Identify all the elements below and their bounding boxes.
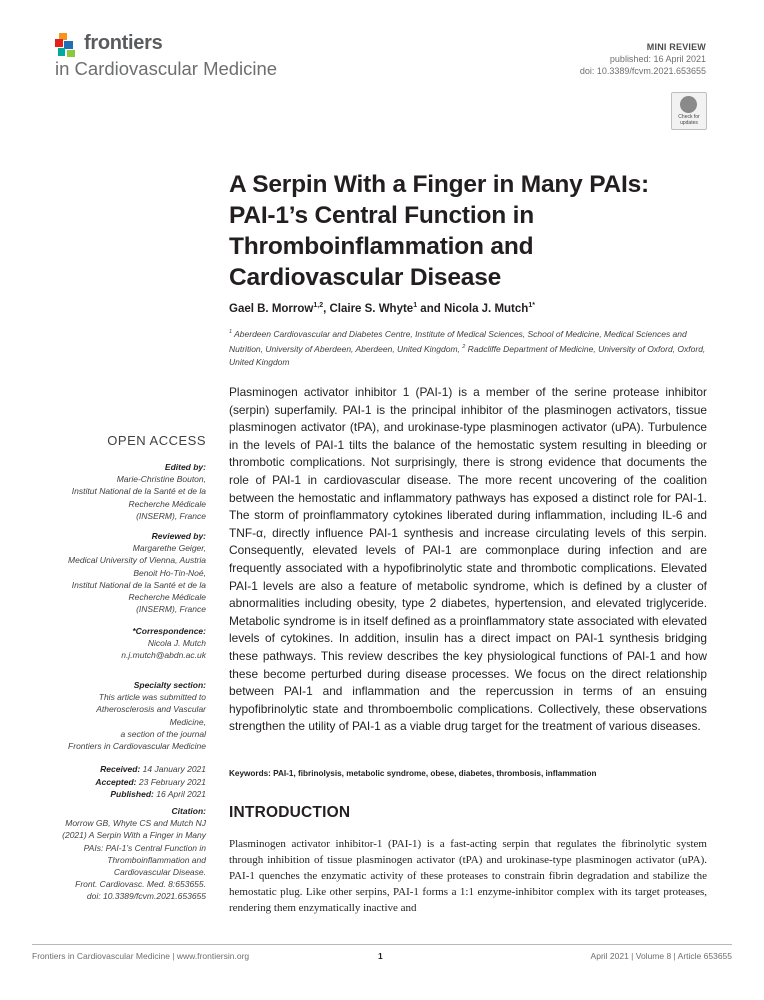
citation-line: PAIs: PAI-1’s Central Function in <box>83 842 206 853</box>
correspondent-email[interactable]: n.j.mutch@abdn.ac.uk <box>121 650 206 661</box>
reviewer-line: Recherche Médicale <box>128 592 206 603</box>
open-access-label: OPEN ACCESS <box>107 433 206 448</box>
author-name[interactable]: Claire S. Whyte <box>329 302 414 315</box>
reviewer-line: (INSERM), France <box>136 604 206 615</box>
abstract: Plasminogen activator inhibitor 1 (PAI-1) is a member of the serine protease inhibitor (serpin) superfamily. PAI-1 is the principal inhibitor of the plasminogen activators, tissue plasminogen activator (tPA), and urokinase-type plasminogen activator (uPA). Turbulence in the levels of PAI-1 tilts the balance of the hemostatic system resulting in bleeding or thrombotic complications. Not surprisingly, there is strong evidence that documents the role of PAI-1 in cardiovascular disease. The more recent uncovering of the coalition between the hemostatic and inflammatory pathways has exposed a distinct role for PAI-1. The storm of proinflammatory cytokines liberated during inflammation, including IL-6 and TNF-α, directly influence PAI-1 synthesis and increase circulating levels of this serpin. Consequently, elevated levels of PAI-1 are commonplace during infection and are frequently associated with a hypofibrinolytic state and thrombotic complications. Elevated PAI-1 levels are also a feature of metabolic syndrome, which is defined by a cluster of abnormalities including obesity, type 2 diabetes, hypertension, and elevated triglyceride. Metabolic syndrome is in itself defined as a proinflammatory state associated with elevated levels of cytokines. In addition, insulin has a direct impact on PAI-1 synthesis bridging these pathways. This review describes the key physiological functions of PAI-1 and how these become perturbed during disease processes. We focus on the direct relationship between PAI-1 and inflammation and the repercussion in terms of an ensuing hypofibrinolytic state and thromboembolic complications. Collectively, these observations strengthen the utility of PAI-1 as a viable drug target for the treatment of various diseases. <box>229 385 707 734</box>
specialty-line: Frontiers in Cardiovascular Medicine <box>68 741 206 752</box>
brand-name: frontiers <box>84 32 163 54</box>
author-sep: and <box>417 302 444 315</box>
edited-by-section <box>36 461 206 522</box>
title-line: PAI-1’s Central Function in <box>229 202 534 229</box>
citation-section <box>36 805 206 903</box>
author-affil-sup: 1,2 <box>313 302 324 309</box>
accepted-date <box>36 776 206 789</box>
specialty-line: Atherosclerosis and Vascular <box>96 704 206 715</box>
accepted-value: 23 February 2021 <box>138 776 206 787</box>
reviewed-by-section <box>36 530 206 615</box>
author-affil-sup: 1 <box>413 302 418 309</box>
editor-line: Institut National de la Santé et de la <box>71 486 206 497</box>
reviewer-line: Margarethe Geiger, <box>132 543 206 554</box>
affiliation-2: Radcliffe Department of Medicine, University of Oxford, Oxford, United Kingdom <box>229 343 706 367</box>
specialty-line: This article was submitted to <box>98 692 206 703</box>
correspondent-name: Nicola J. Mutch <box>147 638 206 649</box>
citation-line: Morrow GB, Whyte CS and Mutch NJ <box>65 818 206 829</box>
check-for-updates-button[interactable] <box>671 92 707 130</box>
check-for-updates-icon <box>680 96 697 113</box>
footer-volume-info: April 2021 | Volume 8 | Article 653655 <box>590 951 732 961</box>
correspondence-label: *Correspondence: <box>132 626 206 636</box>
introduction-heading: INTRODUCTION <box>229 804 351 821</box>
article-title <box>229 169 729 293</box>
title-line: Thromboinflammation and <box>229 233 534 260</box>
received-value: 14 January 2021 <box>142 764 206 774</box>
reviewer-line: Institut National de la Santé et de la <box>71 579 206 590</box>
citation-line: Thromboinflammation and <box>107 854 206 865</box>
author-name[interactable]: Gael B. Morrow <box>229 302 314 315</box>
citation-line: Front. Cardiovasc. Med. 8:653655. <box>75 879 206 890</box>
doi-link[interactable]: doi: 10.3389/fcvm.2021.653655 <box>579 66 706 76</box>
reviewer-line: Benoit Ho-Tin-Noé, <box>133 567 206 578</box>
footer-journal-link[interactable]: Frontiers in Cardiovascular Medicine | www.frontiersin.org <box>32 951 250 961</box>
specialty-line: a section of the journal <box>120 728 206 739</box>
editor-line: (INSERM), France <box>136 510 206 521</box>
affil-sup: 1 <box>229 329 233 335</box>
title-line: Cardiovascular Disease <box>229 264 502 291</box>
published-value: 16 April 2021 <box>156 789 206 799</box>
author-affil-sup: 1* <box>528 302 535 309</box>
editor-line: Recherche Médicale <box>128 498 206 509</box>
journal-name: in Cardiovascular Medicine <box>55 58 278 79</box>
affil-sup: 2 <box>462 343 466 350</box>
published-date-side <box>36 788 206 801</box>
citation-label: Citation: <box>171 806 206 816</box>
specialty-line: Medicine, <box>169 716 206 727</box>
specialty-label: Specialty section: <box>133 680 206 690</box>
correspondence-section <box>36 625 206 662</box>
author-sep: , <box>323 302 330 315</box>
keywords: Keywords: PAI-1, fibrinolysis, metabolic syndrome, obese, diabetes, thrombosis, inflammation <box>229 769 597 778</box>
citation-line: Cardiovascular Disease. <box>113 867 206 878</box>
article-type: MINI REVIEW <box>646 42 706 52</box>
received-label: Received: <box>100 764 141 774</box>
footer-divider <box>32 944 732 945</box>
page-number: 1 <box>378 951 383 961</box>
accepted-label: Accepted: <box>95 776 137 787</box>
introduction-text: Plasminogen activator inhibitor-1 (PAI-1) is a fast-acting serpin that regulates the fibrinolytic system through inhibition of tissue plasminogen activator (tPA) and urokinase-type plasminogen activator (uPA). PAI-1 quenches the enzymatic activity of these proteases to constrain fibrin degradation and stabilize the hemostatic plug. Like other serpins, PAI-1 forms a 1:1 enzyme-inhibitor complex with its target proteases, rendering them enzymatically inactive and <box>229 838 707 914</box>
affiliation-1: Aberdeen Cardiovascular and Diabetes Centre, Institute of Medical Sciences, School of Medicine, Medical Sciences and Nutrition, University of Aberdeen, Aberdeen, United Kingdom, <box>229 328 687 354</box>
received-date <box>36 763 206 776</box>
check-for-updates-label: Check for updates <box>678 114 700 126</box>
frontiers-logo-icon <box>55 33 79 57</box>
author-list <box>229 302 535 315</box>
article-meta <box>580 41 706 77</box>
published-label: Published: <box>110 789 154 799</box>
published-date: published: 16 April 2021 <box>609 54 706 64</box>
affiliations <box>229 326 709 369</box>
specialty-section <box>36 679 206 752</box>
edited-by-label: Edited by: <box>164 462 206 472</box>
dates-section <box>36 763 206 801</box>
reviewer-line: Medical University of Vienna, Austria <box>68 555 206 566</box>
citation-line: (2021) A Serpin With a Finger in Many <box>62 830 206 841</box>
editor-line: Marie-Christine Bouton, <box>116 474 206 485</box>
title-line: A Serpin With a Finger in Many PAIs: <box>229 171 650 198</box>
reviewed-by-label: Reviewed by: <box>151 531 206 541</box>
citation-line: doi: 10.3389/fcvm.2021.653655 <box>86 891 206 902</box>
author-name[interactable]: Nicola J. Mutch <box>443 302 529 315</box>
